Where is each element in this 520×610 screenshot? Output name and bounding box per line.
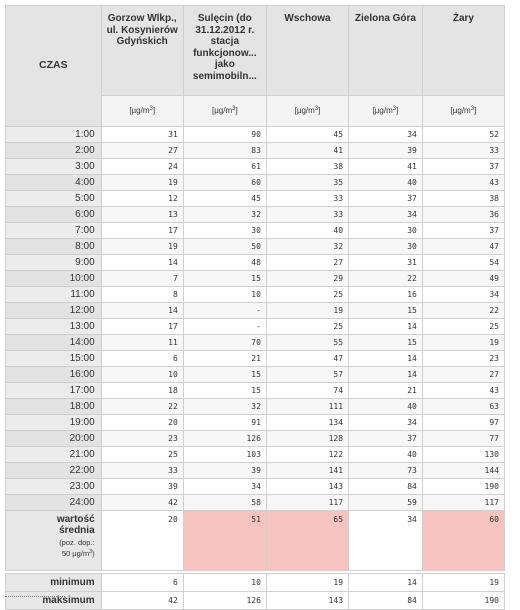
station-header[interactable] bbox=[101, 6, 183, 127]
value-cell: 17 bbox=[101, 319, 183, 335]
minimum-label: minimum bbox=[6, 574, 102, 592]
value-cell: 37 bbox=[349, 431, 423, 447]
time-cell: 1:00 bbox=[6, 127, 102, 143]
value-cell: 39 bbox=[183, 463, 266, 479]
table-row bbox=[6, 335, 505, 351]
station-name: Żary bbox=[452, 13, 474, 24]
time-cell: 14:00 bbox=[6, 335, 102, 351]
value-cell: 33 bbox=[422, 143, 504, 159]
value-cell: 19 bbox=[101, 239, 183, 255]
value-cell: 10 bbox=[101, 367, 183, 383]
time-cell: 22:00 bbox=[6, 463, 102, 479]
value-cell: 27 bbox=[101, 143, 183, 159]
summary-rows bbox=[6, 511, 505, 610]
value-cell: 14 bbox=[349, 351, 423, 367]
value-cell: 32 bbox=[183, 399, 266, 415]
unit-label: $[\mu g/m^3]$ bbox=[267, 95, 348, 126]
value-cell: 6 bbox=[101, 351, 183, 367]
table-row bbox=[6, 191, 505, 207]
value-cell: 90 bbox=[183, 127, 266, 143]
value-cell: 49 bbox=[422, 271, 504, 287]
average-value: 51 bbox=[183, 511, 266, 571]
value-cell: 70 bbox=[183, 335, 266, 351]
minimum-value: 6 bbox=[101, 574, 183, 592]
station-header[interactable] bbox=[422, 6, 504, 127]
value-cell: 14 bbox=[349, 367, 423, 383]
value-cell: 29 bbox=[266, 271, 348, 287]
table-row bbox=[6, 127, 505, 143]
table-row bbox=[6, 175, 505, 191]
value-cell: 24 bbox=[101, 159, 183, 175]
average-row bbox=[6, 511, 505, 571]
table-row bbox=[6, 367, 505, 383]
time-cell: 3:00 bbox=[6, 159, 102, 175]
value-cell: 40 bbox=[266, 223, 348, 239]
value-cell: 23 bbox=[422, 351, 504, 367]
time-cell: 16:00 bbox=[6, 367, 102, 383]
value-cell: 41 bbox=[349, 159, 423, 175]
minimum-value: 19 bbox=[266, 574, 348, 592]
table-row bbox=[6, 431, 505, 447]
hourly-rows bbox=[6, 127, 505, 511]
value-cell: 15 bbox=[349, 303, 423, 319]
value-cell: 77 bbox=[422, 431, 504, 447]
value-cell: 8 bbox=[101, 287, 183, 303]
table-row bbox=[6, 479, 505, 495]
time-cell: 10:00 bbox=[6, 271, 102, 287]
table-row bbox=[6, 351, 505, 367]
value-cell: 31 bbox=[349, 255, 423, 271]
value-cell: 34 bbox=[349, 415, 423, 431]
value-cell: 59 bbox=[349, 495, 423, 511]
value-cell: 38 bbox=[266, 159, 348, 175]
value-cell: 60 bbox=[183, 175, 266, 191]
value-cell: 40 bbox=[349, 447, 423, 463]
value-cell: 141 bbox=[266, 463, 348, 479]
value-cell: 30 bbox=[183, 223, 266, 239]
station-name: Wschowa bbox=[284, 13, 331, 24]
time-column-header[interactable]: CZAS bbox=[6, 6, 102, 127]
value-cell: 63 bbox=[422, 399, 504, 415]
minimum-row bbox=[6, 574, 505, 592]
value-cell: 38 bbox=[422, 191, 504, 207]
value-cell: 25 bbox=[266, 319, 348, 335]
value-cell: 47 bbox=[266, 351, 348, 367]
value-cell: 97 bbox=[422, 415, 504, 431]
time-cell: 20:00 bbox=[6, 431, 102, 447]
value-cell: 23 bbox=[101, 431, 183, 447]
value-cell: 34 bbox=[183, 479, 266, 495]
value-cell: 126 bbox=[183, 431, 266, 447]
value-cell: 58 bbox=[183, 495, 266, 511]
value-cell: 39 bbox=[101, 479, 183, 495]
value-cell: 21 bbox=[183, 351, 266, 367]
table-row bbox=[6, 271, 505, 287]
value-cell: 15 bbox=[183, 271, 266, 287]
value-cell: 19 bbox=[266, 303, 348, 319]
pm10-measurement-table bbox=[5, 5, 505, 610]
station-name: Gorzow Wlkp., ul. Kosynierów Gdyńskich bbox=[106, 13, 178, 47]
time-cell: 15:00 bbox=[6, 351, 102, 367]
value-cell: 50 bbox=[183, 239, 266, 255]
value-cell: 19 bbox=[422, 335, 504, 351]
value-cell: 16 bbox=[349, 287, 423, 303]
value-cell: 14 bbox=[349, 319, 423, 335]
time-cell: 6:00 bbox=[6, 207, 102, 223]
minimum-value: 10 bbox=[183, 574, 266, 592]
value-cell: 37 bbox=[422, 159, 504, 175]
value-cell: 19 bbox=[101, 175, 183, 191]
value-cell: 33 bbox=[266, 207, 348, 223]
value-cell: 111 bbox=[266, 399, 348, 415]
maximum-label: maksimum bbox=[6, 592, 102, 610]
value-cell: 30 bbox=[349, 223, 423, 239]
value-cell: 18 bbox=[101, 383, 183, 399]
maximum-value: 143 bbox=[266, 592, 348, 610]
value-cell: 27 bbox=[422, 367, 504, 383]
value-cell: 17 bbox=[101, 223, 183, 239]
value-cell: 40 bbox=[349, 175, 423, 191]
time-cell: 23:00 bbox=[6, 479, 102, 495]
value-cell: 54 bbox=[422, 255, 504, 271]
limit-note: (poz. dop.: 50 $\mu g/m^3$) bbox=[59, 538, 95, 558]
time-cell: 8:00 bbox=[6, 239, 102, 255]
value-cell: 117 bbox=[422, 495, 504, 511]
time-cell: 5:00 bbox=[6, 191, 102, 207]
time-cell: 21:00 bbox=[6, 447, 102, 463]
table-row bbox=[6, 399, 505, 415]
table-row bbox=[6, 415, 505, 431]
value-cell: 73 bbox=[349, 463, 423, 479]
value-cell: 32 bbox=[266, 239, 348, 255]
station-header[interactable] bbox=[349, 6, 423, 127]
value-cell: - bbox=[183, 303, 266, 319]
table-row bbox=[6, 287, 505, 303]
time-cell: 13:00 bbox=[6, 319, 102, 335]
value-cell: - bbox=[183, 319, 266, 335]
value-cell: 25 bbox=[422, 319, 504, 335]
value-cell: 11 bbox=[101, 335, 183, 351]
value-cell: 61 bbox=[183, 159, 266, 175]
station-header[interactable] bbox=[183, 6, 266, 127]
value-cell: 22 bbox=[349, 271, 423, 287]
table-row bbox=[6, 207, 505, 223]
station-name: Zielona Góra bbox=[354, 13, 416, 24]
value-cell: 33 bbox=[101, 463, 183, 479]
value-cell: 128 bbox=[266, 431, 348, 447]
value-cell: 55 bbox=[266, 335, 348, 351]
value-cell: 47 bbox=[422, 239, 504, 255]
table-row bbox=[6, 255, 505, 271]
maximum-value: 42 bbox=[101, 592, 183, 610]
average-value: 34 bbox=[349, 511, 423, 571]
value-cell: 13 bbox=[101, 207, 183, 223]
maximum-value: 126 bbox=[183, 592, 266, 610]
table-row bbox=[6, 383, 505, 399]
value-cell: 12 bbox=[101, 191, 183, 207]
table-row bbox=[6, 143, 505, 159]
time-cell: 18:00 bbox=[6, 399, 102, 415]
value-cell: 40 bbox=[349, 399, 423, 415]
unit-label: $[\mu g/m^3]$ bbox=[184, 95, 266, 126]
minimum-value: 19 bbox=[422, 574, 504, 592]
value-cell: 34 bbox=[422, 287, 504, 303]
average-value: 60 bbox=[422, 511, 504, 571]
value-cell: 32 bbox=[183, 207, 266, 223]
table-row bbox=[6, 463, 505, 479]
table-row bbox=[6, 159, 505, 175]
value-cell: 36 bbox=[422, 207, 504, 223]
maximum-row bbox=[6, 592, 505, 610]
value-cell: 83 bbox=[183, 143, 266, 159]
value-cell: 48 bbox=[183, 255, 266, 271]
value-cell: 122 bbox=[266, 447, 348, 463]
value-cell: 27 bbox=[266, 255, 348, 271]
value-cell: 42 bbox=[101, 495, 183, 511]
table-row bbox=[6, 303, 505, 319]
value-cell: 34 bbox=[349, 207, 423, 223]
value-cell: 84 bbox=[349, 479, 423, 495]
time-cell: 9:00 bbox=[6, 255, 102, 271]
value-cell: 103 bbox=[183, 447, 266, 463]
value-cell: 134 bbox=[266, 415, 348, 431]
value-cell: 31 bbox=[101, 127, 183, 143]
time-cell: 17:00 bbox=[6, 383, 102, 399]
value-cell: 15 bbox=[349, 335, 423, 351]
time-cell: 19:00 bbox=[6, 415, 102, 431]
value-cell: 43 bbox=[422, 175, 504, 191]
time-cell: 11:00 bbox=[6, 287, 102, 303]
value-cell: 39 bbox=[349, 143, 423, 159]
table-row bbox=[6, 239, 505, 255]
time-cell: 24:00 bbox=[6, 495, 102, 511]
value-cell: 37 bbox=[422, 223, 504, 239]
maximum-value: 190 bbox=[422, 592, 504, 610]
value-cell: 10 bbox=[183, 287, 266, 303]
value-cell: 45 bbox=[266, 127, 348, 143]
maximum-value: 84 bbox=[349, 592, 423, 610]
value-cell: 34 bbox=[349, 127, 423, 143]
value-cell: 7 bbox=[101, 271, 183, 287]
time-cell: 2:00 bbox=[6, 143, 102, 159]
value-cell: 45 bbox=[183, 191, 266, 207]
value-cell: 74 bbox=[266, 383, 348, 399]
value-cell: 14 bbox=[101, 255, 183, 271]
table-row bbox=[6, 495, 505, 511]
value-cell: 21 bbox=[349, 383, 423, 399]
average-value: 65 bbox=[266, 511, 348, 571]
value-cell: 20 bbox=[101, 415, 183, 431]
unit-label: $[\mu g/m^3]$ bbox=[349, 95, 422, 126]
value-cell: 35 bbox=[266, 175, 348, 191]
table-row bbox=[6, 447, 505, 463]
value-cell: 143 bbox=[266, 479, 348, 495]
value-cell: 52 bbox=[422, 127, 504, 143]
value-cell: 30 bbox=[349, 239, 423, 255]
table-row bbox=[6, 319, 505, 335]
value-cell: 41 bbox=[266, 143, 348, 159]
measurement-table-container bbox=[5, 5, 505, 610]
table-row bbox=[6, 223, 505, 239]
station-name: Sulęcin (do 31.12.2012 r. stacja funkcjonow... jako semimobiln... bbox=[192, 13, 257, 82]
footnote-link-fragment[interactable] bbox=[5, 588, 65, 597]
value-cell: 15 bbox=[183, 383, 266, 399]
value-cell: 33 bbox=[266, 191, 348, 207]
value-cell: 190 bbox=[422, 479, 504, 495]
value-cell: 25 bbox=[266, 287, 348, 303]
time-cell: 12:00 bbox=[6, 303, 102, 319]
value-cell: 130 bbox=[422, 447, 504, 463]
minimum-value: 14 bbox=[349, 574, 423, 592]
value-cell: 14 bbox=[101, 303, 183, 319]
value-cell: 37 bbox=[349, 191, 423, 207]
time-cell: 7:00 bbox=[6, 223, 102, 239]
value-cell: 22 bbox=[101, 399, 183, 415]
average-label: wartość średnia (poz. dop.: 50 $\mu g/m^3$) bbox=[6, 511, 102, 571]
value-cell: 91 bbox=[183, 415, 266, 431]
station-header[interactable] bbox=[266, 6, 348, 127]
unit-label: $[\mu g/m^3]$ bbox=[423, 95, 504, 126]
average-value: 20 bbox=[101, 511, 183, 571]
header-row bbox=[6, 6, 505, 127]
value-cell: 117 bbox=[266, 495, 348, 511]
value-cell: 22 bbox=[422, 303, 504, 319]
value-cell: 15 bbox=[183, 367, 266, 383]
time-cell: 4:00 bbox=[6, 175, 102, 191]
value-cell: 57 bbox=[266, 367, 348, 383]
value-cell: 144 bbox=[422, 463, 504, 479]
value-cell: 25 bbox=[101, 447, 183, 463]
value-cell: 43 bbox=[422, 383, 504, 399]
unit-label: $[\mu g/m^3]$ bbox=[102, 95, 183, 126]
